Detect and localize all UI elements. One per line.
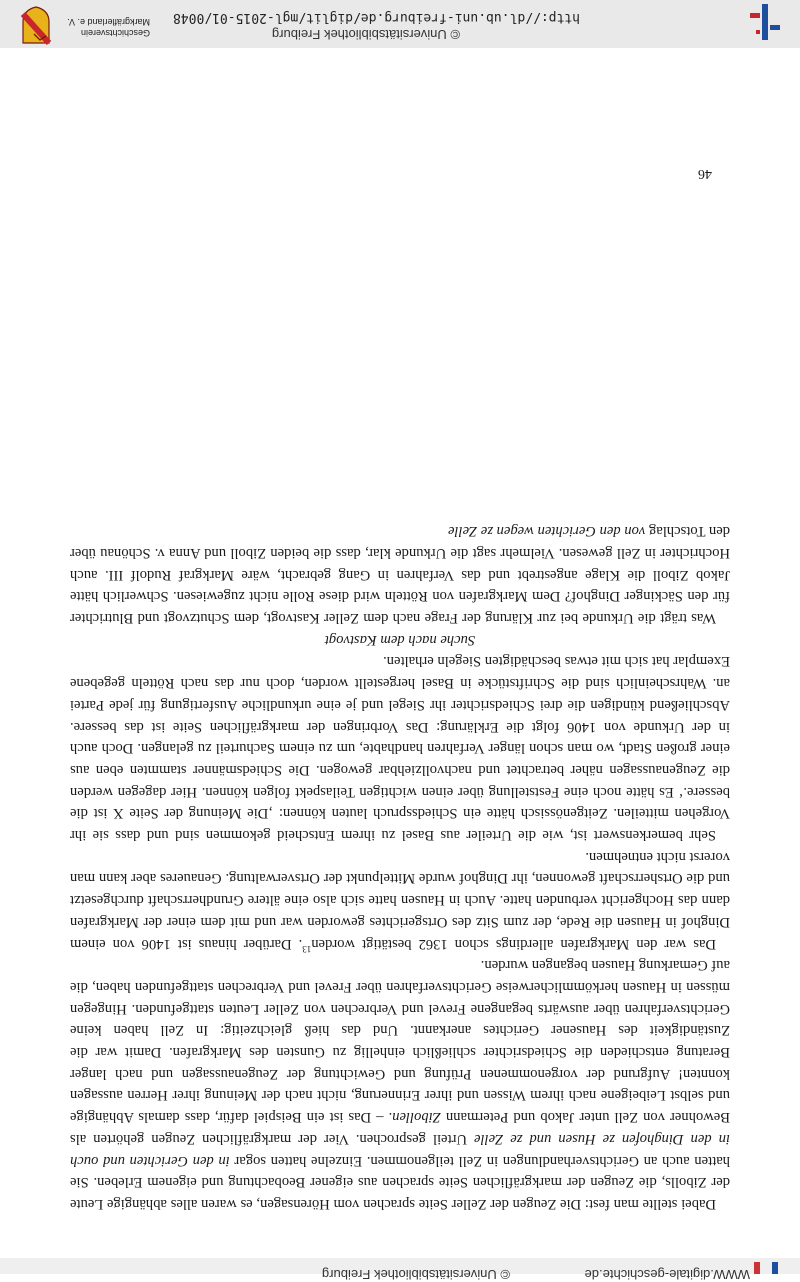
page-body bbox=[70, 520, 730, 1215]
ub-freiburg-logo-icon[interactable] bbox=[750, 4, 780, 40]
footer-strip bbox=[0, 1258, 800, 1282]
text-run: . – Das ist ein Beispiel dafür, dass damals Abhängige und selbst Leibeigene nach ihrem Wissen und ihrer Erinnerung, nicht nach der Meinung ihrer Herren aussagen konnten! Aufgrund der vorgenommenen Prüfung und Gewichtung der Zeugenaussagen und nach langer Beratung entschieden die Schiedsrichter schließlich einhellig zu Gunsten des Markgrafen. Damit war die Zuständigkeit des Hausener Gerichtes anerkannt. Und das hieß gleichzeitig: In Zell haben keine Gerichtsverfahren über auswärts begangene Frevel und Verbrechen von Zeller Leuten stattgefunden. Hingegen müssen in Hausen herkömmlicherweise Gerichtsverfahren über Frevel und Verbrechen stattgefunden haben, die auf Gemarkung Hausen begangen wurden. bbox=[70, 957, 730, 1126]
society-line-2: Markgräflerland e. V. bbox=[67, 17, 150, 27]
viewer-header-bar bbox=[0, 0, 800, 48]
text-run: Suche nach dem Kastvogt bbox=[324, 631, 476, 648]
viewer-marker-icon bbox=[754, 1262, 760, 1274]
body-paragraph bbox=[70, 650, 730, 845]
body-paragraph bbox=[70, 520, 730, 629]
page-number: 46 bbox=[698, 166, 712, 181]
text-run: Dabei stellte man fest: Die Zeugen der Zeller Seite sprachen vom Hörensagen, es waren alles abhängige Leute der Zibolls, die Zeugen der markgräflichen Seite sprachen aus eigener Beobachtung und eigenem Erleben. Sie hatten auch an Gerichtsverhandlungen in Zell teilgenommen. Einzelne hatten sogar bbox=[70, 1152, 730, 1212]
italic-text: in den Gerichten und ouch in den Dinghofen ze Husen und ze Zelle bbox=[70, 1130, 730, 1169]
text-run: Was trägt die Urkunde bei zur Klärung der Frage nach dem Zeller Kastvogt, dem Schutzvogt und Blutrichter für den Säckinger Dinghof? Dem Markgrafen von Rötteln wird diese Rolle nicht zugewiesen. Schwerlich hätte Jakob Ziboll die Klage angestrebt und das Verfahren in Gang gebracht, wäre Markgraf Rudolf III. auch Hochrichter in Zell gewesen. Vielmehr sagt die Urkunde klar, dass die beiden Ziboll und Anna v. Schönau über den Totschlag bbox=[70, 523, 730, 627]
italic-text: Zibollen bbox=[392, 1109, 441, 1126]
section-heading bbox=[70, 628, 730, 650]
copyright-text: © Universitätsbibliothek Freiburg bbox=[271, 27, 460, 42]
footer-left-text: WWW.digitale-geschichte.de bbox=[584, 1267, 750, 1282]
document-url-link[interactable]: http://dl.ub.uni-freiburg.de/diglit/mgl-2015-01/0048 bbox=[173, 10, 580, 25]
viewer-marker-icon bbox=[772, 1262, 778, 1274]
society-label bbox=[40, 16, 150, 38]
text-run: Sehr bemerkenswert ist, wie die Urteiler aus Basel zu ihrem Entscheid gekommen sind und dass sie ihr Vorgehen mitteilen. Zeitgenössisch hätte ein Schiedsspruch lauten können: ‚Die Meinung der Seite X ist die bessere.‘ Es hätte noch eine Feststellung über einen wichtigen Teilaspekt folgen können. Hier dagegen werden die Zeugenaussagen näher betrachtet und nachvollziehbar gewogen. Die Schiedsmänner stammten eben aus einer großen Stadt, wo man schon länger Verfahren handhabte, um zu einem Sachurteil zu gelangen. Doch auch in der Urkunde von 1406 folgt die Erklärung: Das Vorbringen der markgräflichen Seite ist das bessere. Abschließend kündigen die drei Schiedsrichter ihr Siegel und je eine urkundliche Ausfertigung für jede Partei an. Wahrscheinlich sind die Schriftstücke in Basel hergestellt worden, doch nur das nach Rötteln gegebene Exemplar hat sich mit etwas beschädigten Siegeln erhalten. bbox=[70, 653, 730, 844]
footnote-ref: 13 bbox=[302, 943, 312, 954]
society-crest-icon[interactable] bbox=[22, 6, 50, 44]
text-run: . Darüber hinaus ist 1406 von einem Dinghof in Hausen die Rede, der zum Sitz des Ortsgerichtes geworden war und mit dem einer der Markgrafen dann das Hochgericht verbunden hatte. Auch in Hausen hatte sich also eine ältere Grundherrschaft durchgesetzt und die Ortsherrschaft gewonnen, ihr Dinghof wurde Mittelpunkt der Ortsverwaltung. Genaueres aber kann man vorerst nicht entnehmen. bbox=[70, 848, 730, 952]
body-paragraph bbox=[70, 954, 730, 1214]
text-run: Das war den Markgrafen allerdings schon 1362 bestätigt worden bbox=[311, 935, 716, 952]
footer-center-text: © Universitätsbibliothek Freiburg bbox=[321, 1267, 510, 1282]
text-run: Urteil gesprochen. Vier der markgräflichen Zeugen gehörten als Bewohner von Zell unter Jakob und Petermann bbox=[70, 1109, 730, 1147]
italic-text: von den Gerichten wegen ze Zelle bbox=[448, 523, 646, 540]
body-paragraph bbox=[70, 845, 730, 954]
society-line-1: Geschichtsverein bbox=[80, 28, 150, 38]
